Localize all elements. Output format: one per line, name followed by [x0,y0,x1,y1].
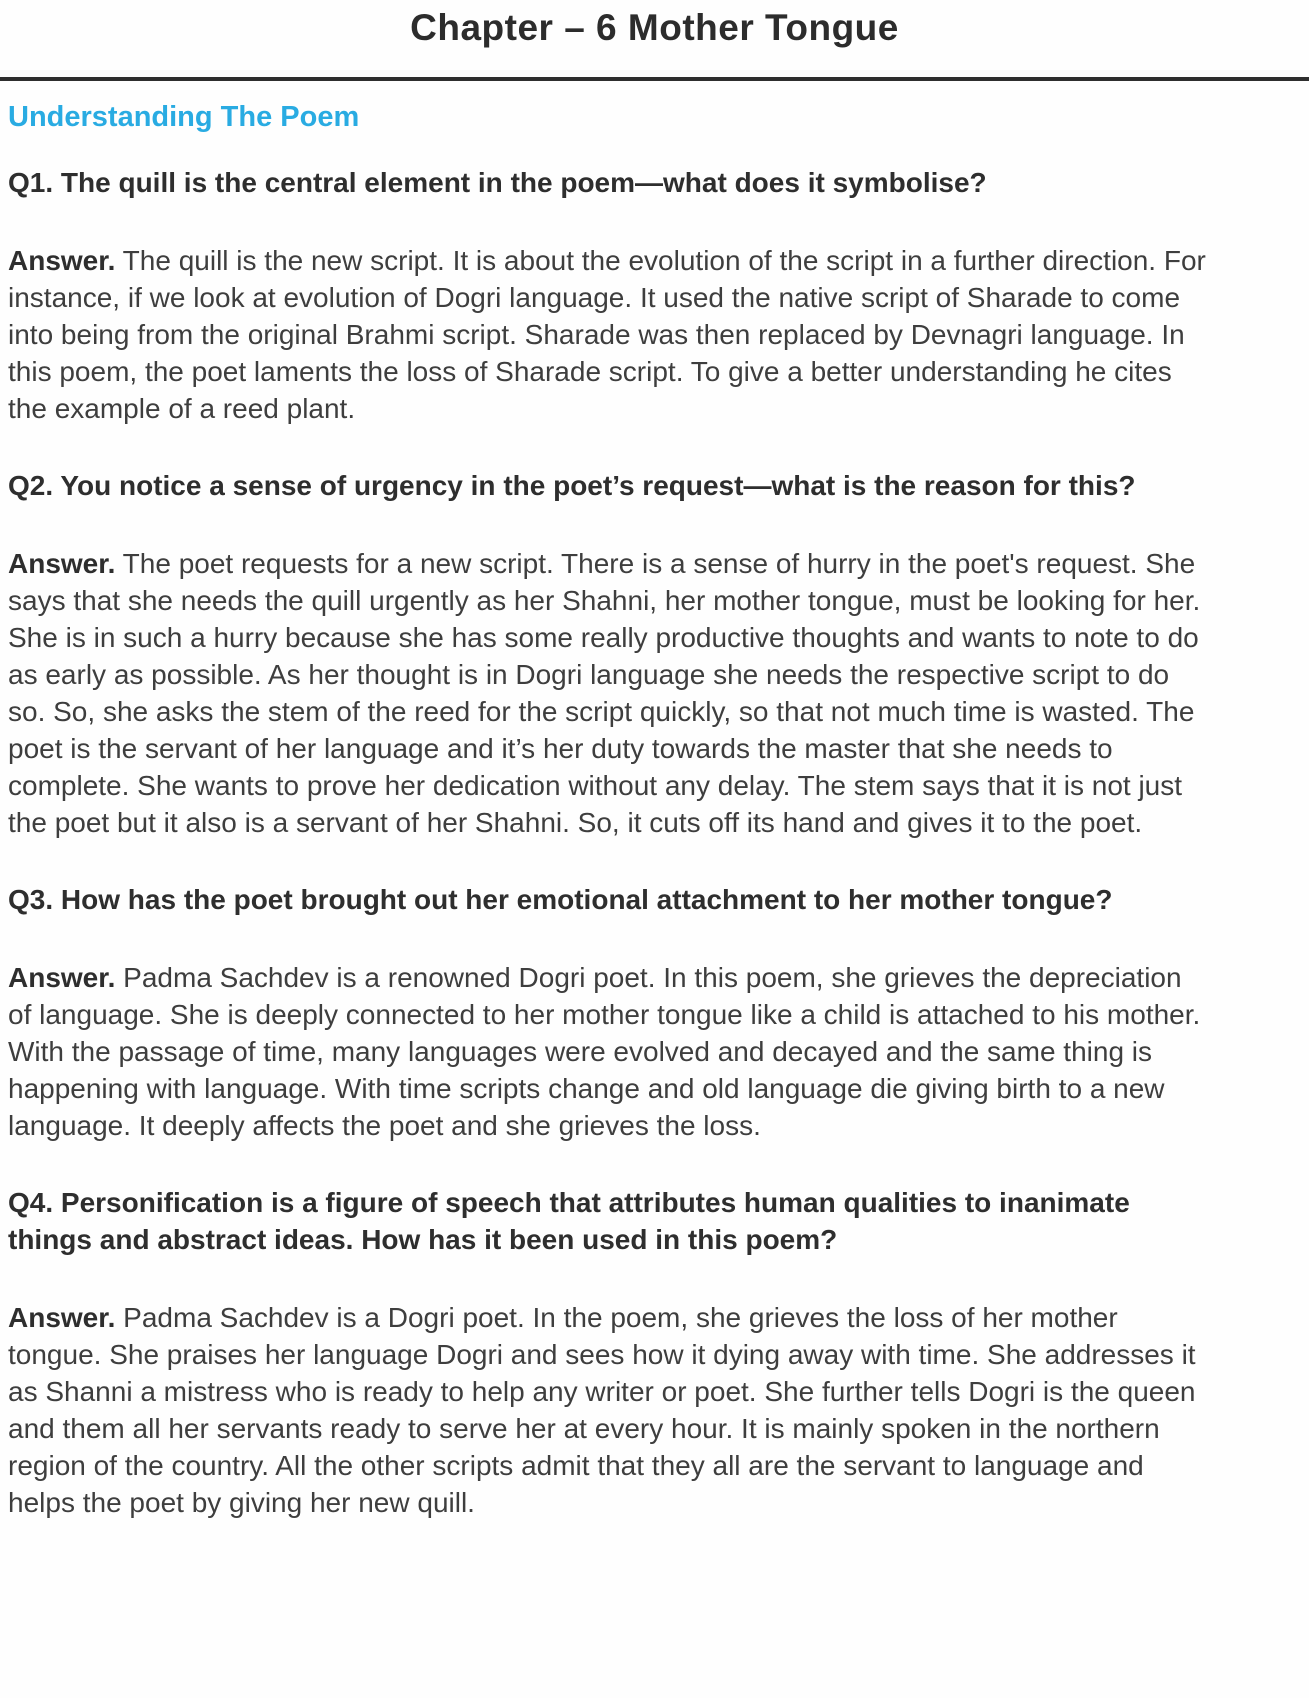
answer-3-text: Padma Sachdev is a renowned Dogri poet. In this poem, she grieves the depreciation of language. She is deeply connected to her mother tongue like a child is attached to his mother. With the passage of time, many languages were evolved and decayed and the same thing is happening with language. With time scripts change and old language die giving birth to a new language. It deeply affects the poet and she grieves the loss. [8,962,1201,1142]
answer-2 [8,545,1207,841]
question-4: Q4. Personification is a figure of speech that attributes human qualities to inanimate things and abstract ideas. How has it been used in this poem? [8,1187,1130,1256]
answer-4-label: Answer. [8,1302,116,1334]
answer-2-text: The poet requests for a new script. There is a sense of hurry in the poet's request. She says that she needs the quill urgently as her Shahni, her mother tongue, must be looking for her. She is in such a hurry because she has some really productive thoughts and wants to note to do as early as possible. As her thought is in Dogri language she needs the respective script to do so. So, she asks the stem of the reed for the script quickly, so that not much time is wasted. The poet is the servant of her language and it’s her duty towards the master that she needs to complete. She wants to prove her dedication without any delay. The stem says that it is not just the poet but it also is a servant of her Shahni. So, it cuts off its hand and gives it to the poet. [8,548,1201,839]
question-2: Q2. You notice a sense of urgency in the poet’s request—what is the reason for this? [8,470,1136,502]
answer-1 [8,242,1207,427]
question-3: Q3. How has the poet brought out her emotional attachment to her mother tongue? [8,884,1113,916]
answer-3 [8,959,1207,1144]
answer-2-label: Answer. [8,548,116,580]
answer-3-label: Answer. [8,962,116,994]
answer-4 [8,1299,1207,1521]
section-heading: Understanding The Poem [8,101,360,134]
document-content [0,81,1309,1521]
question-1: Q1. The quill is the central element in the poem—what does it symbolise? [8,167,987,199]
answer-4-text: Padma Sachdev is a Dogri poet. In the poem, she grieves the loss of her mother tongue. She praises her language Dogri and sees how it dying away with time. She addresses it as Shanni a mistress who is ready to help any writer or poet. She further tells Dogri is the queen and them all her servants ready to serve her at every hour. It is mainly spoken in the northern region of the country. All the other scripts admit that they all are the servant to language and helps the poet by giving her new quill. [8,1302,1196,1519]
answer-1-text: The quill is the new script. It is about the evolution of the script in a further direction. For instance, if we look at evolution of Dogri language. It used the native script of Sharade to come into being from the original Brahmi script. Sharade was then replaced by Devnagri language. In this poem, the poet laments the loss of Sharade script. To give a better understanding he cites the example of a reed plant. [8,245,1206,425]
answer-1-label: Answer. [8,245,116,277]
page-title: Chapter – 6 Mother Tongue [410,7,899,48]
